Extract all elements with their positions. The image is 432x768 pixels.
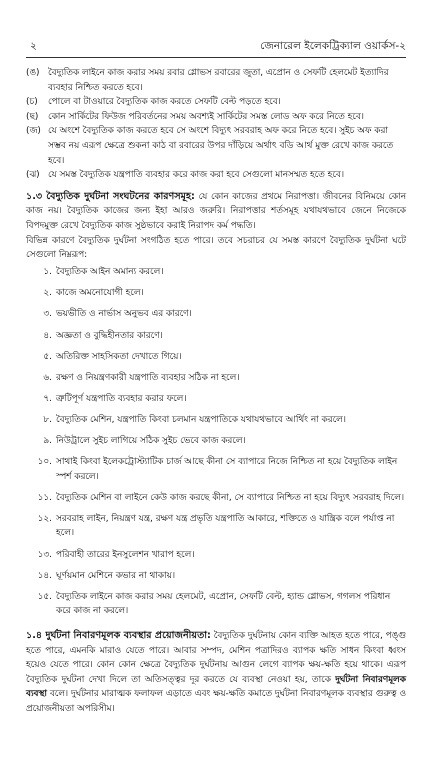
safety-rules-list [26,66,406,183]
rule-item [26,168,406,183]
cause-number: ১. [43,267,52,278]
cause-item [26,265,406,280]
running-title: জেনারেল ইলেকট্রিক্যাল ওয়ার্কস-২ [260,40,406,52]
cause-text: সাথাই কিংবা ইলেকট্রোস্ট্যাটিক চার্জ আছে কীনা সে ব্যাপারে নিজে নিশ্চিত না হয়ে বৈদ্যুতিক লাইন স্পর্শ করলে। [56,457,398,482]
cause-text: বৈদ্যুতিক মেশিন, যন্ত্রপাতি কিংবা চলমান যন্ত্রপাতিকে যথাযথভাবে আর্থিং না করলে। [56,414,346,425]
rule-label: (চ) [26,97,38,108]
cause-item [26,569,406,584]
section-1-3-heading: ১.৩ বৈদ্যুতিক দুর্ঘটনা সংঘটনের কারণসমূহ: [26,190,195,202]
cause-number: ১৩. [37,549,52,560]
cause-number: ৩. [43,309,52,320]
rule-item [26,66,406,95]
section-1-4-bold-term: দুর্ঘটনা নিবারণমূলক ব্যবস্থা [26,674,407,700]
cause-item [26,434,406,449]
cause-text: অতিরিক্ত সাহসিকতা দেখাতে গিয়ে। [56,351,182,362]
rule-text: যে অংশে বৈদ্যুতিক কাজ করতে হবে সে অংশে বিদ্যুৎ সরবরাহ অফ করে নিতে হবে। সুইচ অফ করা সম্ভব নয় এরূপ ক্ষেত্রে শুকনা কাঠ বা রবারের উপর দাঁড়িয়ে অর্থাৎ বডি আর্থ মুক্ত রেখে কাজ করতে হবে। [48,126,394,166]
cause-text: ত্রুটিপূর্ণ যন্ত্রপাতি ব্যবহার করার ফলে। [56,393,187,404]
page-content [26,66,406,716]
section-1-4-paragraph [26,629,406,717]
cause-item [26,307,406,322]
cause-number: ১৪. [37,570,52,581]
rule-item [26,110,406,125]
cause-number: ১০. [37,457,52,468]
cause-text: রক্ষণ ও নিয়ন্ত্রণকারী যন্ত্রপাতি ব্যবহার সঠিক না হলে। [56,372,240,383]
rule-text: যে সমস্ত বৈদ্যুতিক যন্ত্রপাতি ব্যবহার করে কাজ করা হবে সেগুলো মানসম্মত হতে হবে। [48,170,344,181]
cause-item [26,590,406,619]
page-header [26,38,406,54]
cause-item [26,413,406,428]
cause-item [26,548,406,563]
cause-text: বৈদ্যুতিক লাইনে কাজ করার সময় হেলমেট, এপ্রোন, সেফটি বেল্ট, হ্যান্ড গ্লোভস, গগলস পরিধান করে কাজ না করলে। [56,591,391,617]
cause-text: অজ্ঞতা ও বুদ্ধিহীনতার কারণে। [56,330,163,341]
header-rule [26,57,406,58]
rule-label: (জ) [26,126,41,137]
cause-number: ৮. [43,414,52,425]
section-1-4-body-b: বলে। দুর্ঘটনার মারাত্মক ফলাফল এড়াতে এবং ক্ষয়-ক্ষতি কমাতে দুর্ঘটনা নিবারণমূলক ব্যবস্থার গুরুত্ব ও প্রয়োজনীয়তা অপরিসীম। [26,689,406,714]
cause-text: ঘূর্ণয়মান মেশিনে কভার না থাকায়। [56,570,175,581]
cause-item [26,392,406,407]
rule-text: বৈদ্যুতিক লাইনে কাজ করার সময় রবার গ্লোভস রবারের জুতা, এপ্রোন ও সেফটি হেলমেট ইত্যাদির ব্যবহার নিশ্চিত করতে হবে। [48,68,389,93]
cause-item [26,455,406,484]
section-1-3-intro [26,190,406,234]
cause-item [26,350,406,365]
cause-text: পরিবাহী তারের ইনসুলেশন খারাপ হলে। [56,549,195,560]
cause-number: ৯. [43,435,52,446]
rule-label: (ঝ) [26,170,40,181]
cause-text: বৈদ্যুতিক আইন অমান্য করলে। [56,267,164,278]
cause-text: সরবরাহ লাইন, নিয়ন্ত্রণ যন্ত্র, রক্ষণ যন্ত্র প্রভৃতি যন্ত্রপাতি আকারে, শক্তিতে ও যান্ত্রিক বলে পর্যাপ্ত না হলে। [56,513,395,539]
cause-number: ১৫. [37,591,52,602]
causes-list [26,265,406,619]
rule-item [26,124,406,168]
cause-text: কাজে অমনোযোগী হলে। [56,288,144,299]
cause-number: ৪. [43,330,52,341]
cause-text: নিউট্রালে সুইচ লাগিয়ে সঠিক সুইচ ভেবে কাজ করলে। [56,435,246,446]
section-1-4-heading: ১.৪ দুর্ঘটনা নিবারণমূলক ব্যবস্থার প্রয়োজনীয়তা: [26,629,211,641]
cause-item [26,371,406,386]
cause-number: ৬. [43,372,52,383]
rule-text: কোন সার্কিটের ফিউজ পরিবর্তনের সময় অবশ্যই সার্কিটের সমস্ত লোড অফ করে নিতে হবে। [48,111,364,122]
cause-number: ২. [43,288,52,299]
cause-item [26,491,406,506]
cause-item [26,329,406,344]
cause-text: বৈদ্যুতিক মেশিন বা লাইনে কেউ কাজ করছে কীনা, সে ব্যাপারে নিশ্চিত না হয়ে বিদ্যুৎ সরবরাহ দিলে। [56,492,405,503]
rule-label: (ছ) [26,111,39,122]
cause-item [26,512,406,541]
rule-text: পোলে বা টাওয়ারে বৈদ্যুতিক কাজ করতে সেফটি বেল্ট পড়তে হবে। [48,97,281,108]
rule-label: (ঙ) [26,68,40,78]
cause-text: ভয়ভীতি ও নার্ভাস অনুভব এর কারণে। [56,309,192,320]
rule-item [26,95,406,110]
section-1-3-intro2: বিভিন্ন কারণে বৈদ্যুতিক দুর্ঘটনা সংগঠিত হতে পারে। তবে সচরাচর যে সমস্ত কারণে বৈদ্যুতিক দুর্ঘটনা ঘটে সেগুলো নিম্নরূপ: [26,235,406,261]
page-number: ২ [30,40,37,52]
cause-number: ৫. [43,351,52,362]
section-1-3-intro-text: যে কোন কাজের প্রথমে নিরাপত্তা। জীবনের বিনিময়ে কোন কাজ নয়। বৈদ্যুতিক কাজের জন্য ইহা আরও জরুরি। নিরাপত্তার শর্তসমূহ যথাযথভাবে জেনে নিজেকে বিপদমুক্ত রেখে বৈদ্যুতিক কাজ সুষ্ঠভাবে করাই নিরাপদ কর্ম পদ্ধতি। [26,191,406,231]
cause-number: ১১. [37,492,52,503]
cause-number: ৭. [43,393,52,404]
cause-number: ১২. [37,513,52,524]
section-1-4-body-a: বৈদ্যুতিক দুর্ঘটনায় কোন ব্যক্তি আহত হতে পারে, পঙ্গু হতে পারে, এমনকি মারাও যেতে পারে। আবার সম্পদ, মেশিন পত্রাদিরও ব্যাপক ক্ষতি সাধন কিংবা ধ্বংস হয়েও যেতে পারে। কোন কোন ক্ষেত্রে বৈদ্যুতিক দুর্ঘটনায় আগুন লেগে ব্যাপক ক্ষয়-ক্ষতি হয়ে থাকে। এরূপ বৈদ্যুতিক দুর্ঘটনা দেখা দিলে তা অতিসত্ত্বর দূর করতে যে ব্যবস্থা নেওয়া হয়, তাকে [26,630,406,685]
cause-item [26,286,406,301]
